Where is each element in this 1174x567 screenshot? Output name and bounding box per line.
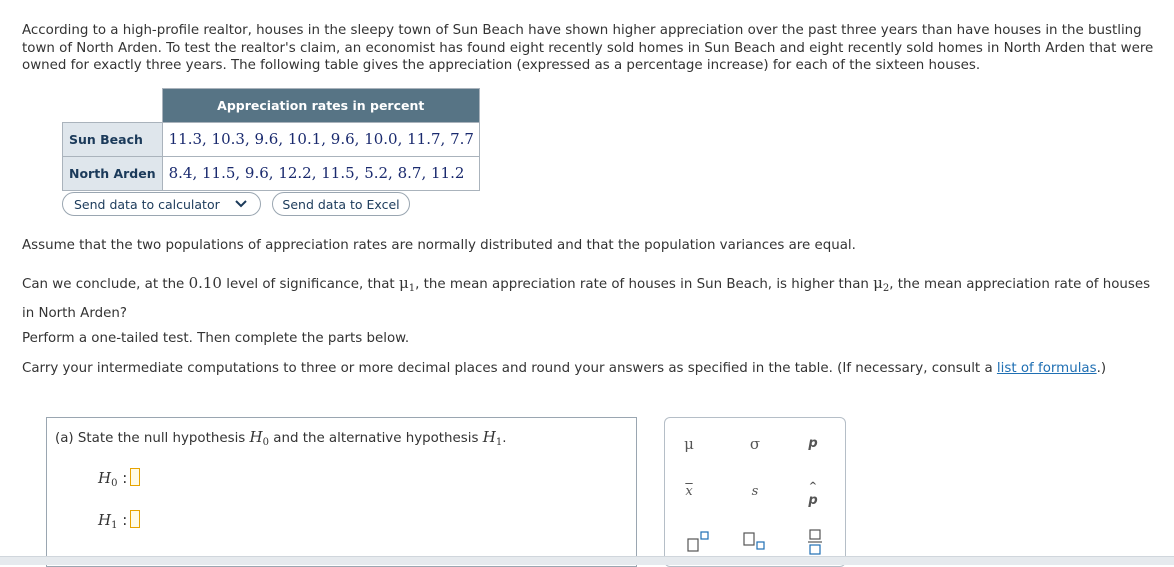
question-text: Can we conclude, at the 0.10 level of significance, that $\mu_1$, the mean appreciation rate of houses in Sun Beach, is higher than $\mu_2$, the mean appreciation rate of houses in North Arden? [22,274,1151,321]
row-values-sun-beach: 11.3, 10.3, 9.6, 10.1, 9.6, 10.0, 11.7, 7.7 [162,122,479,156]
mu-symbol-button[interactable]: μ [684,435,694,453]
alternative-hypothesis-row: $H_1$ : [98,510,140,531]
s-symbol-button[interactable]: s [751,484,759,499]
list-of-formulas-link[interactable]: list of formulas [996,361,1097,376]
symbol-palette [664,417,846,567]
instruction-text: Perform a one-tailed test. Then complete the parts below. [22,331,410,346]
phat-symbol-button[interactable]: ^ p [808,481,818,508]
send-to-calculator-button[interactable] [62,192,261,216]
part-a-prompt: (a) State the null hypothesis $H_0$ and the alternative hypothesis $H_1$. [55,428,507,448]
send-to-excel-button[interactable] [272,192,410,216]
significance-level: 0.10 [188,274,222,292]
appreciation-table [62,88,480,191]
table-row [63,122,480,156]
carry-text: Carry your intermediate computations to three or more decimal places and round your answers as specified in the table. (If necessary, consult a list of formulas.) [22,361,1107,376]
row-values-north-arden: 8.4, 11.5, 9.6, 12.2, 11.5, 5.2, 8.7, 11.2 [162,156,479,190]
chevron-down-icon[interactable] [234,196,248,213]
send-to-calculator-label: Send data to calculator [74,196,220,212]
row-label-north-arden: North Arden [63,156,163,190]
send-to-excel-label: Send data to Excel [282,196,400,212]
problem-intro: According to a high-profile realtor, houses in the sleepy town of Sun Beach have shown higher appreciation over the past three years than have houses in the bustling town of North Arden. To test the realtor's claim, an economist has found eight recently sold homes in Sun Beach and eight recently sold homes in North Arden that were owned for exactly three years. The following table gives the appreciation (expressed as a percentage increase) for each of the sixteen houses. [22,23,1154,73]
xbar-symbol-button[interactable]: $\overline{x}$ [685,484,693,499]
p-symbol-button[interactable]: p [808,436,818,451]
subscript-template-icon[interactable] [743,531,769,557]
table-header: Appreciation rates in percent [162,89,479,123]
sigma-symbol-button[interactable]: σ [749,435,761,453]
null-hypothesis-row: $H_0$ : [98,468,140,489]
alternative-hypothesis-input[interactable] [130,510,140,528]
superscript-template-icon[interactable] [687,531,711,557]
row-label-sun-beach: Sun Beach [63,122,163,156]
null-hypothesis-input[interactable] [130,468,140,486]
table-row [63,156,480,190]
part-a-panel [46,417,637,567]
assumption-text: Assume that the two populations of appreciation rates are normally distributed and that the population variances are equal. [22,238,856,253]
fraction-template-icon[interactable] [808,529,822,559]
